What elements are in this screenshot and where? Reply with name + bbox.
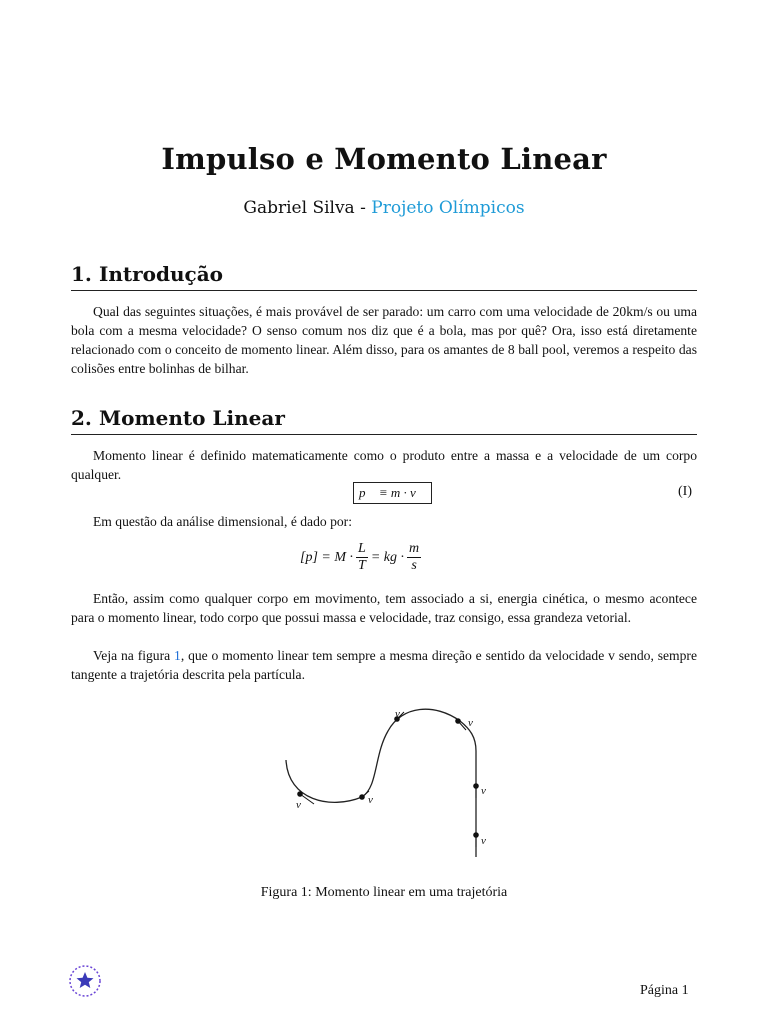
velocity-label: v: [481, 835, 486, 847]
intro-paragraph: [71, 302, 697, 378]
equation-momentum-definition: p⃗ ≡ m · v⃗: [353, 482, 432, 504]
eq2-middle: = kg ·: [370, 549, 404, 565]
fraction-denominator: T: [358, 558, 366, 573]
figure-reference-link[interactable]: 1: [174, 648, 181, 663]
section-number: 1.: [71, 262, 92, 286]
velocity-label: v: [481, 785, 486, 797]
document-title: Impulso e Momento Linear: [161, 142, 607, 176]
velocity-label: v: [395, 708, 400, 720]
trajectory-figure: [270, 695, 500, 870]
figure-caption: Figura 1: Momento linear em uma trajetória: [260, 885, 508, 900]
definition-paragraph: [71, 446, 697, 484]
figure-reference-paragraph: [71, 646, 697, 684]
section-heading-introducao: [71, 262, 697, 291]
kinetic-paragraph: [71, 589, 697, 627]
trajectory-curve: [286, 709, 476, 857]
definition-text: Momento linear é definido matematicamente como o produto entre a massa e a velocidade de um corpo qualquer.: [71, 448, 697, 482]
dimensional-text: Em questão da análise dimensional, é dado por:: [93, 514, 352, 529]
velocity-label: v: [368, 794, 373, 806]
dimensional-paragraph: [71, 512, 697, 531]
intro-text: Qual das seguintes situações, é mais provável de ser parado: um carro com uma velocidade de 20km/s ou uma bola com a mesma velocidade? O senso comum nos diz que é a bola, mas por quê? Ora, isso está diretamente relacionado com o conceito de momento linear. Além disso, para os amantes de 8 ball pool, veremos a respeito das colisões entre bolinhas de bilhar.: [71, 304, 697, 376]
section-number: 2.: [71, 406, 92, 430]
ref-text-after: , que o momento linear tem sempre a mesma direção e sentido da velocidade v sendo, sempre tangente a trajetória descrita pela partícula.: [71, 648, 697, 682]
fraction-numerator: L: [358, 541, 366, 556]
fraction-m-over-s: [407, 541, 421, 574]
project-link[interactable]: Projeto Olímpicos: [371, 198, 525, 218]
equation-label: (I): [678, 484, 692, 499]
star-laurel-icon: [68, 964, 102, 998]
section-title: Introdução: [99, 262, 224, 286]
section-title: Momento Linear: [99, 406, 285, 430]
fraction-numerator: m: [408, 541, 420, 556]
ref-text-before: Veja na figura: [93, 648, 175, 663]
equation-dimensional-analysis: [300, 541, 424, 574]
page-number: Página 1: [640, 983, 689, 998]
fraction-denominator: s: [411, 558, 417, 573]
eq2-lhs: [p] = M ·: [300, 549, 354, 565]
author-line: [0, 198, 768, 218]
author-name: Gabriel Silva -: [243, 198, 366, 218]
kinetic-text: Então, assim como qualquer corpo em movimento, tem associado a si, energia cinética, o mesmo acontece para o momento linear, todo corpo que possui massa e velocidade, traz consigo, essa grandeza vetorial.: [71, 591, 697, 625]
fraction-L-over-T: [356, 541, 368, 574]
velocity-label: v: [296, 799, 301, 811]
section-heading-momento-linear: [71, 406, 697, 435]
velocity-label: v: [468, 717, 473, 729]
